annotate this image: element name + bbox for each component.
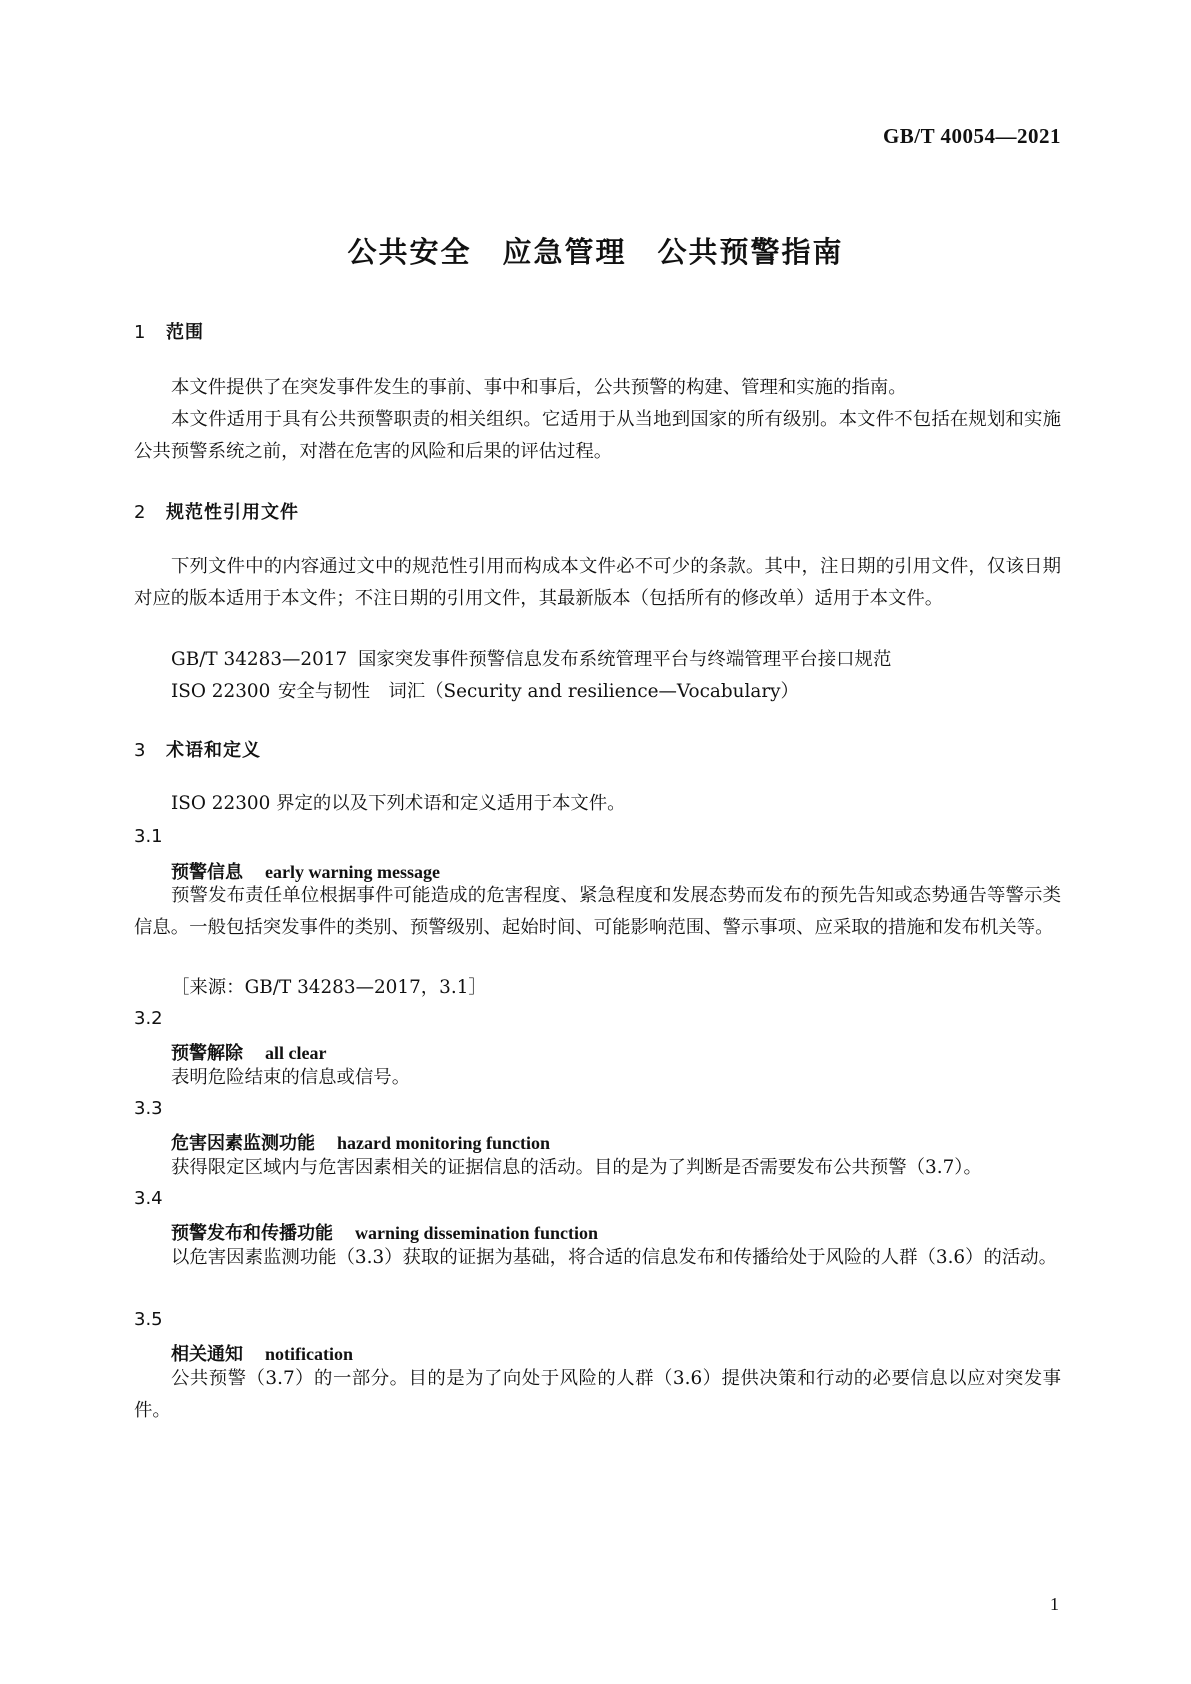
reference-code: ISO 22300 [171,681,271,702]
term-name-en: all clear [265,1043,327,1063]
reference-title: 安全与韧性 词汇（Security and resilience—Vocabulary） [278,681,799,702]
reference-code: GB/T 34283—2017 [171,649,348,670]
section-title: 术语和定义 [166,740,261,761]
term-number: 3.5 [134,1309,163,1330]
section-title: 范围 [166,322,204,343]
term-definition: 公共预警（3.7）的一部分。目的是为了向处于风险的人群（3.6）提供决策和行动的必要信息以应对突发事件。 [134,1368,1061,1421]
term-number: 3.2 [134,1008,163,1029]
term-name-zh: 相关通知 [171,1344,243,1365]
section-number: 1 [134,322,147,343]
scope-paragraph-1: 本文件提供了在突发事件发生的事前、事中和事后，公共预警的构建、管理和实施的指南。 [171,377,907,398]
reference-item [134,644,1061,676]
term-name-en: early warning message [265,862,440,882]
section-number: 3 [134,740,147,761]
term-definition: 以危害因素监测功能（3.3）获取的证据为基础，将合适的信息发布和传播给处于风险的人群（3.6）的活动。 [171,1247,1058,1268]
term-name-en: warning dissemination function [355,1223,599,1243]
term-definition: 预警发布责任单位根据事件可能造成的危害程度、紧急程度和发展态势而发布的预先告知或态势通告等警示类信息。一般包括突发事件的类别、预警级别、起始时间、可能影响范围、警示事项、应采取的措施和发布机关等。 [134,885,1061,938]
section-title: 规范性引用文件 [166,502,299,523]
normative-references-paragraph: 下列文件中的内容通过文中的规范性引用而构成本文件必不可少的条款。其中，注日期的引用文件，仅该日期对应的版本适用于本文件；不注日期的引用文件，其最新版本（包括所有的修改单）适用于本文件。 [134,556,1061,609]
section-1-heading [134,318,1061,344]
standard-number: GB/T 40054—2021 [882,124,1061,148]
term-source: ［来源：GB/T 34283—2017，3.1］ [171,977,487,998]
term-name-en: hazard monitoring function [337,1133,551,1153]
term-number: 3.1 [134,826,163,847]
term-name-zh: 预警解除 [171,1043,243,1064]
term-name-zh: 预警信息 [171,862,243,883]
term-name-zh: 预警发布和传播功能 [171,1223,333,1244]
terms-intro: ISO 22300 界定的以及下列术语和定义适用于本文件。 [171,793,626,814]
scope-paragraph-2: 本文件适用于具有公共预警职责的相关组织。它适用于从当地到国家的所有级别。本文件不包括在规划和实施公共预警系统之前，对潜在危害的风险和后果的评估过程。 [134,409,1061,462]
term-definition: 表明危险结束的信息或信号。 [171,1067,411,1088]
section-3-heading [134,736,1061,762]
section-number: 2 [134,502,147,523]
page-number: 1 [1050,1594,1059,1614]
section-2-heading [134,498,1061,524]
term-definition: 获得限定区域内与危害因素相关的证据信息的活动。目的是为了判断是否需要发布公共预警（3.7）。 [171,1157,982,1178]
term-number: 3.4 [134,1188,163,1209]
term-number: 3.3 [134,1098,163,1119]
document-title: 公共安全 应急管理 公共预警指南 [347,235,844,269]
term-name-en: notification [265,1344,353,1364]
reference-item [134,676,1061,708]
reference-title: 国家突发事件预警信息发布系统管理平台与终端管理平台接口规范 [358,649,892,670]
term-name-zh: 危害因素监测功能 [171,1133,315,1154]
